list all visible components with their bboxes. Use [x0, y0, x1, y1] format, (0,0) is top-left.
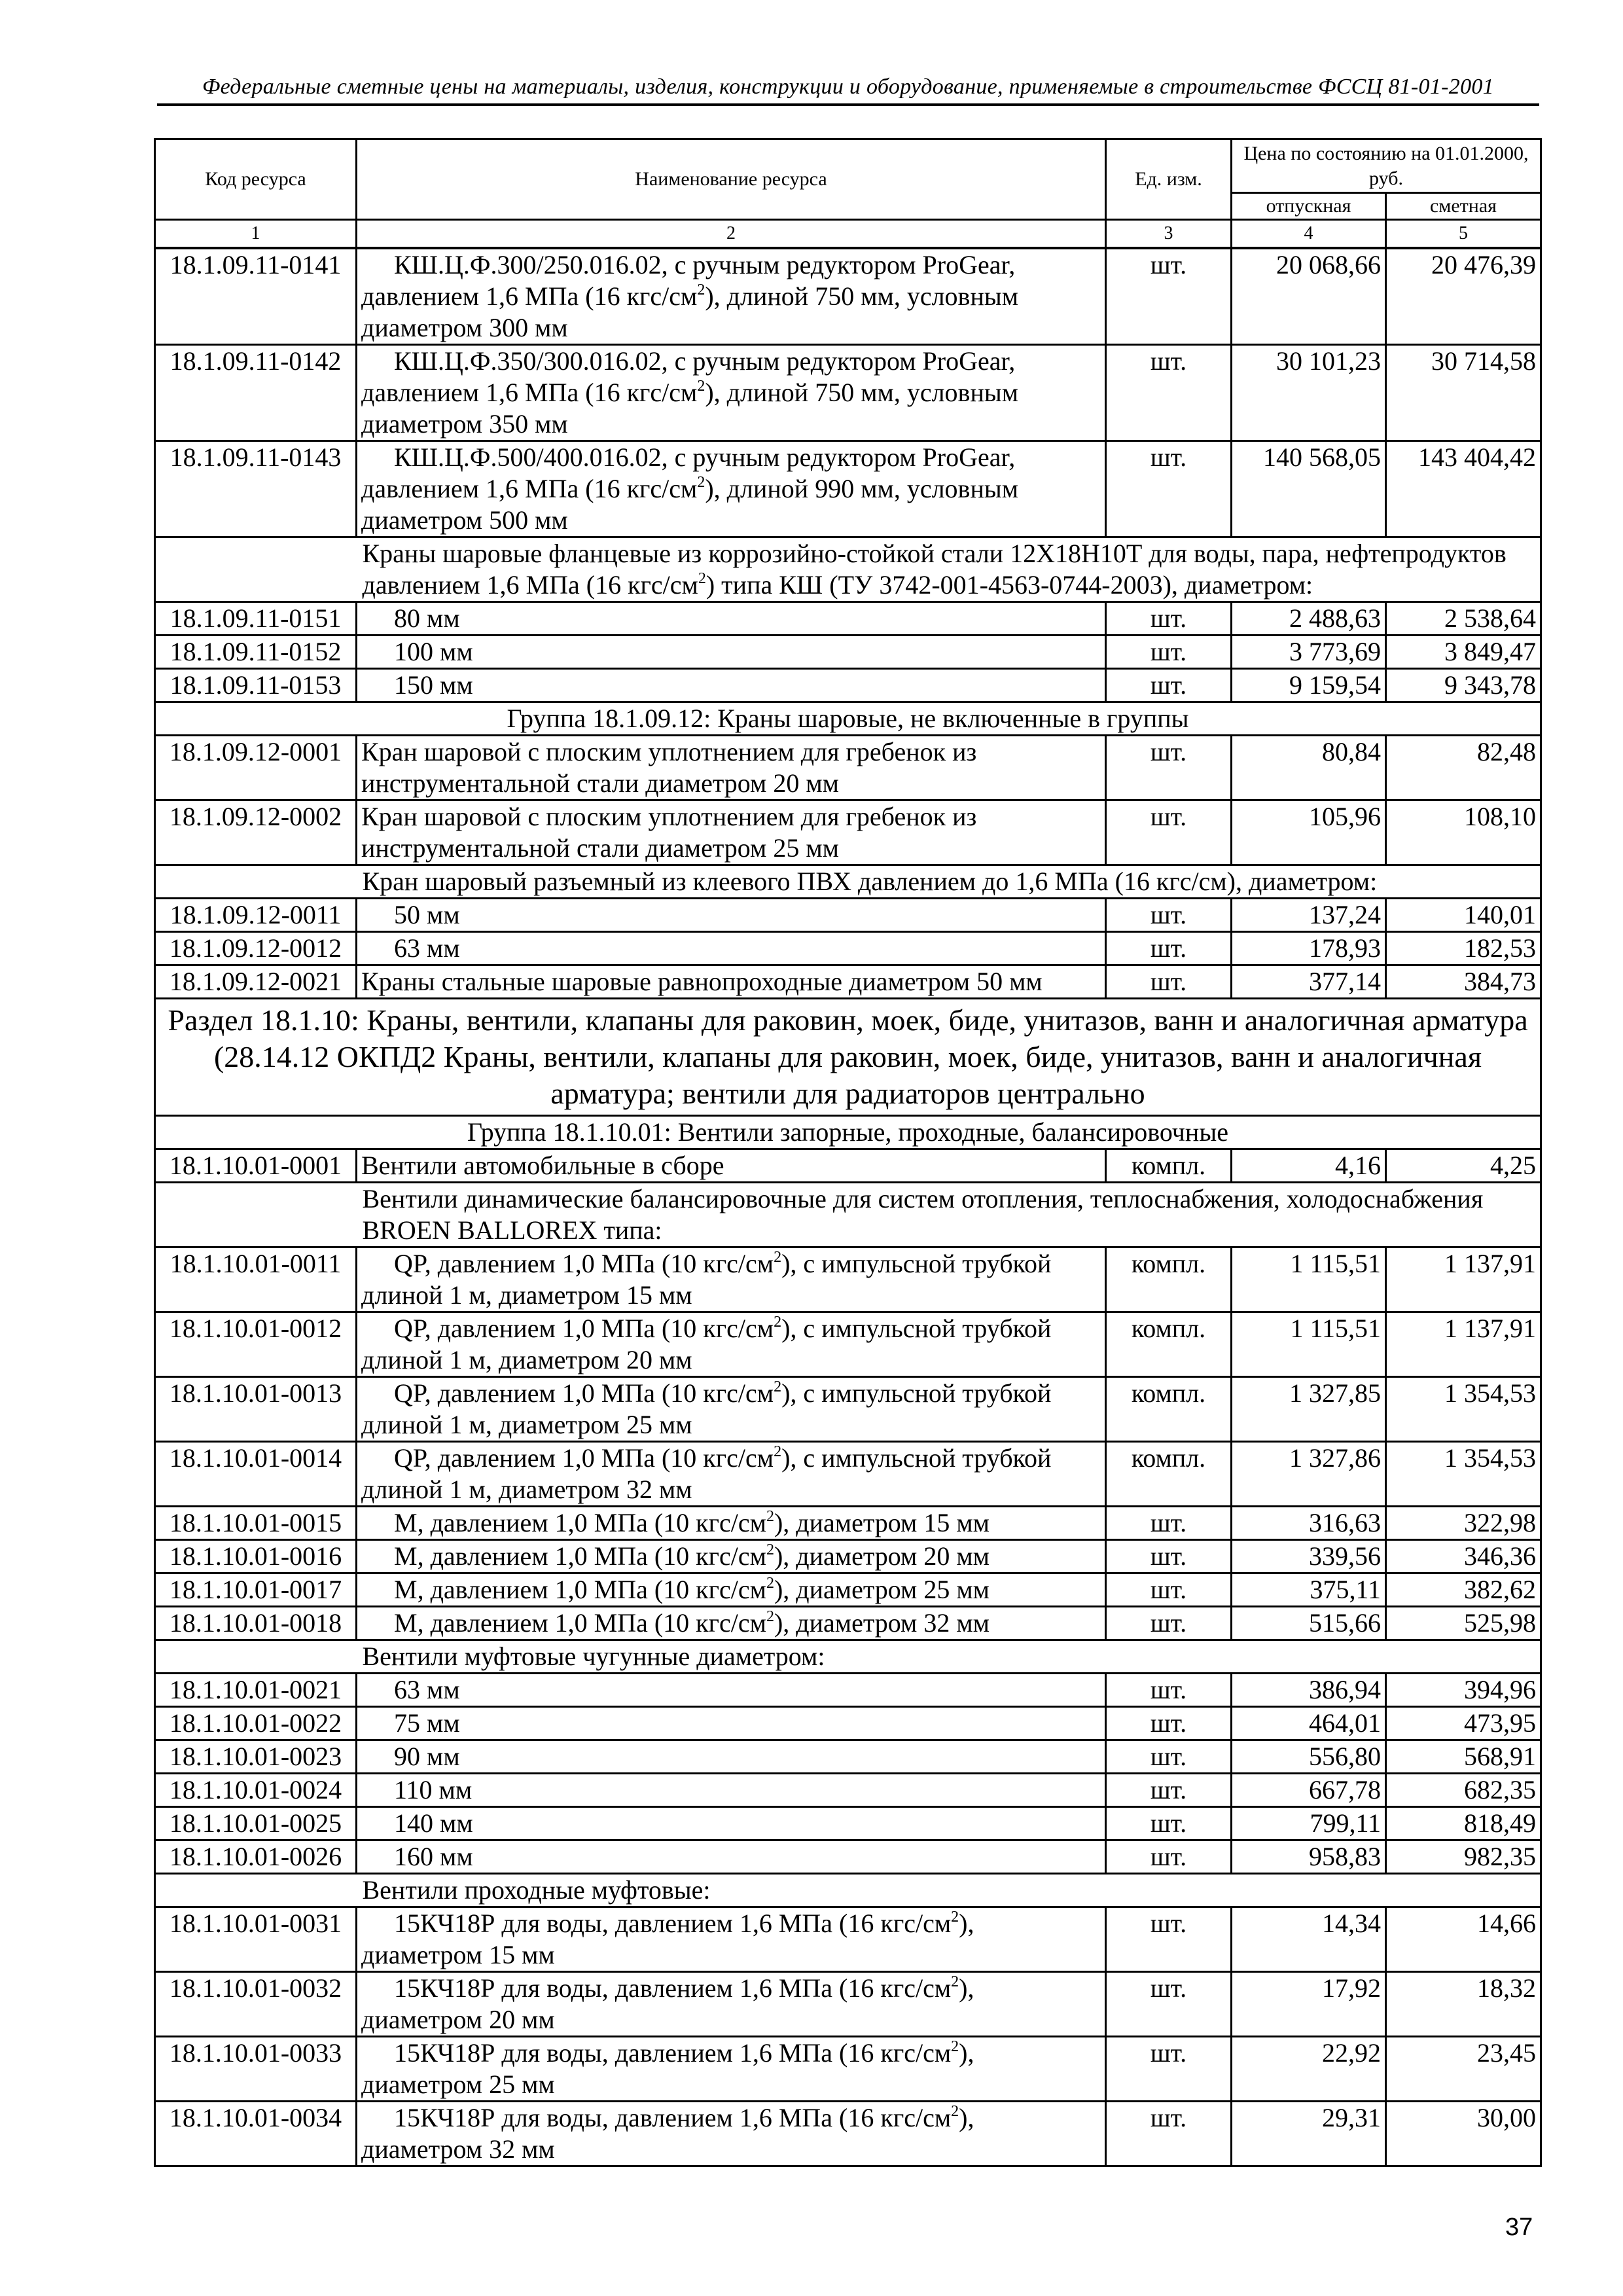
resource-name — [357, 248, 1106, 345]
unit: шт. — [1106, 345, 1232, 441]
unit: шт. — [1106, 1807, 1232, 1840]
estimate-price: 1 137,91 — [1386, 1247, 1541, 1312]
resource-code: 18.1.10.01-0033 — [155, 2037, 357, 2102]
release-price: 105,96 — [1232, 800, 1386, 865]
resource-name-text: QP, давлением 1,0 МПа (10 кгс/см — [394, 1314, 774, 1343]
resource-name-text: 50 мм — [394, 900, 460, 929]
table-row — [155, 1507, 1541, 1540]
resource-name-text-cont: ), длиной 750 мм, условным диаметром 350 мм — [361, 378, 1019, 439]
unit: шт. — [1106, 932, 1232, 965]
resource-name-text: 150 мм — [394, 670, 473, 700]
resource-code: 18.1.10.01-0014 — [155, 1442, 357, 1507]
resource-name-text-cont: ), диаметром 32 мм — [361, 2103, 974, 2164]
table-row — [155, 1573, 1541, 1607]
empty-code-cell — [155, 537, 357, 602]
estimate-price: 14,66 — [1386, 1907, 1541, 1972]
resource-name — [357, 669, 1106, 702]
table-row — [155, 2102, 1541, 2166]
superscript: 2 — [951, 2038, 959, 2055]
resource-name-text: КШ.Ц.Ф.300/250.016.02, с ручным редуктором ProGear, давлением 1,6 МПа (16 кгс/см — [361, 250, 1016, 311]
superscript: 2 — [774, 1378, 782, 1395]
subheading-row — [155, 1183, 1541, 1247]
release-price: 316,63 — [1232, 1507, 1386, 1540]
resource-name — [357, 2037, 1106, 2102]
resource-code: 18.1.09.12-0021 — [155, 965, 357, 999]
release-price: 667,78 — [1232, 1774, 1386, 1807]
table-row — [155, 1674, 1541, 1707]
resource-name — [357, 932, 1106, 965]
estimate-price: 30,00 — [1386, 2102, 1541, 2166]
header-name: Наименование ресурса — [357, 139, 1106, 220]
header-unit: Ед. изм. — [1106, 139, 1232, 220]
resource-name-text: QP, давлением 1,0 МПа (10 кгс/см — [394, 1443, 774, 1473]
column-number: 5 — [1386, 220, 1541, 249]
header-release-price: отпускная — [1232, 193, 1386, 220]
release-price: 958,83 — [1232, 1840, 1386, 1874]
resource-name-text-cont: ), с импульсной трубкой длиной 1 м, диаметром 25 мм — [361, 1378, 1052, 1439]
running-header: Федеральные сметные цены на материалы, изделия, конструкции и оборудование, применяемые в строительстве ФССЦ 81-01-2001 — [202, 75, 1494, 99]
estimate-price: 18,32 — [1386, 1972, 1541, 2037]
resource-code: 18.1.10.01-0026 — [155, 1840, 357, 1874]
estimate-price: 143 404,42 — [1386, 441, 1541, 537]
column-number: 2 — [357, 220, 1106, 249]
resource-name — [357, 1740, 1106, 1774]
unit: шт. — [1106, 1607, 1232, 1640]
resource-name — [357, 1149, 1106, 1183]
resource-name-text: КШ.Ц.Ф.350/300.016.02, с ручным редуктором ProGear, давлением 1,6 МПа (16 кгс/см — [361, 346, 1016, 407]
empty-code-cell — [155, 1640, 357, 1674]
resource-name-text: Краны стальные шаровые равнопроходные диаметром 50 мм — [361, 967, 1043, 996]
subheading-row — [155, 865, 1541, 899]
resource-code: 18.1.10.01-0031 — [155, 1907, 357, 1972]
resource-name-text: М, давлением 1,0 МПа (10 кгс/см — [394, 1608, 766, 1638]
resource-name — [357, 1573, 1106, 1607]
resource-name-text: 110 мм — [394, 1775, 473, 1804]
resource-name — [357, 1507, 1106, 1540]
table-row — [155, 965, 1541, 999]
price-table — [154, 138, 1542, 2167]
table-row — [155, 1149, 1541, 1183]
release-price: 14,34 — [1232, 1907, 1386, 1972]
subheading-row — [155, 537, 1541, 602]
resource-name-text: 63 мм — [394, 933, 460, 963]
resource-name — [357, 1840, 1106, 1874]
resource-code: 18.1.09.11-0153 — [155, 669, 357, 702]
resource-name-text: QP, давлением 1,0 МПа (10 кгс/см — [394, 1378, 774, 1408]
estimate-price: 23,45 — [1386, 2037, 1541, 2102]
superscript: 2 — [766, 1508, 774, 1525]
estimate-price: 82,48 — [1386, 736, 1541, 800]
unit: шт. — [1106, 248, 1232, 345]
estimate-price: 140,01 — [1386, 899, 1541, 932]
table-row — [155, 1442, 1541, 1507]
resource-name — [357, 1972, 1106, 2037]
resource-name-text: Кран шаровой с плоским уплотнением для гребенок из инструментальной стали диаметром 20 мм — [361, 737, 977, 798]
resource-code: 18.1.10.01-0012 — [155, 1312, 357, 1377]
resource-name — [357, 1540, 1106, 1573]
unit: шт. — [1106, 965, 1232, 999]
resource-name — [357, 1807, 1106, 1840]
resource-name-text: 15КЧ18Р для воды, давлением 1,6 МПа (16 кгс/см — [394, 2038, 952, 2068]
estimate-price: 682,35 — [1386, 1774, 1541, 1807]
estimate-price: 473,95 — [1386, 1707, 1541, 1740]
unit: компл. — [1106, 1442, 1232, 1507]
resource-name — [357, 1907, 1106, 1972]
subheading-text: Кран шаровый разъемный из клеевого ПВХ давлением до 1,6 МПа (16 кгс/см), диаметром: — [362, 867, 1378, 896]
column-number: 1 — [155, 220, 357, 249]
unit: шт. — [1106, 899, 1232, 932]
resource-code: 18.1.09.11-0151 — [155, 602, 357, 636]
estimate-price: 346,36 — [1386, 1540, 1541, 1573]
table-row — [155, 345, 1541, 441]
resource-code: 18.1.09.11-0152 — [155, 636, 357, 669]
resource-name-text: М, давлением 1,0 МПа (10 кгс/см — [394, 1508, 766, 1537]
release-price: 339,56 — [1232, 1540, 1386, 1573]
resource-code: 18.1.10.01-0018 — [155, 1607, 357, 1640]
resource-name-text: Вентили автомобильные в сборе — [361, 1151, 724, 1180]
resource-code: 18.1.09.12-0011 — [155, 899, 357, 932]
resource-code: 18.1.09.12-0001 — [155, 736, 357, 800]
table-row — [155, 1607, 1541, 1640]
page-number: 37 — [1505, 2214, 1533, 2241]
resource-code: 18.1.10.01-0001 — [155, 1149, 357, 1183]
release-price: 140 568,05 — [1232, 441, 1386, 537]
superscript: 2 — [766, 1608, 774, 1625]
unit: шт. — [1106, 636, 1232, 669]
estimate-price: 982,35 — [1386, 1840, 1541, 1874]
subheading-text: Вентили муфтовые чугунные диаметром: — [362, 1641, 825, 1671]
group-row — [155, 702, 1541, 736]
estimate-price: 394,96 — [1386, 1674, 1541, 1707]
estimate-price: 525,98 — [1386, 1607, 1541, 1640]
resource-name-text-cont: ), длиной 750 мм, условным диаметром 300 мм — [361, 281, 1019, 342]
resource-name — [357, 1247, 1106, 1312]
unit: шт. — [1106, 1972, 1232, 2037]
estimate-price: 1 354,53 — [1386, 1442, 1541, 1507]
release-price: 9 159,54 — [1232, 669, 1386, 702]
resource-name-text-cont: ), диаметром 15 мм — [774, 1508, 990, 1537]
resource-code: 18.1.10.01-0032 — [155, 1972, 357, 2037]
table-row — [155, 1840, 1541, 1874]
unit: шт. — [1106, 441, 1232, 537]
subheading-text: Вентили динамические балансировочные для систем отопления, теплоснабжения, холодоснабжения BROEN BALLOREX типа: — [362, 1184, 1484, 1245]
unit: шт. — [1106, 800, 1232, 865]
release-price: 556,80 — [1232, 1740, 1386, 1774]
resource-name — [357, 636, 1106, 669]
estimate-price: 1 354,53 — [1386, 1377, 1541, 1442]
resource-name — [357, 441, 1106, 537]
resource-name-text-cont: ), диаметром 15 мм — [361, 1909, 974, 1969]
release-price: 80,84 — [1232, 736, 1386, 800]
resource-code: 18.1.10.01-0013 — [155, 1377, 357, 1442]
resource-name-text: М, давлением 1,0 МПа (10 кгс/см — [394, 1541, 766, 1571]
resource-name — [357, 1312, 1106, 1377]
superscript: 2 — [774, 1443, 782, 1460]
estimate-price: 9 343,78 — [1386, 669, 1541, 702]
subheading-text: Краны шаровые фланцевые из коррозийно-стойкой стали 12Х18Н10Т для воды, пара, нефтепродуктов давлением 1,6 МПа (16 кгс/см — [362, 539, 1507, 600]
header-estimate-price: сметная — [1386, 193, 1541, 220]
empty-code-cell — [155, 1183, 357, 1247]
resource-code: 18.1.09.12-0002 — [155, 800, 357, 865]
table-row — [155, 1247, 1541, 1312]
table-row — [155, 1807, 1541, 1840]
unit: шт. — [1106, 1540, 1232, 1573]
release-price: 799,11 — [1232, 1807, 1386, 1840]
release-price: 2 488,63 — [1232, 602, 1386, 636]
resource-name — [357, 1607, 1106, 1640]
empty-code-cell — [155, 1874, 357, 1907]
table-row — [155, 669, 1541, 702]
resource-code: 18.1.10.01-0023 — [155, 1740, 357, 1774]
resource-name-text-cont: ), диаметром 25 мм — [774, 1575, 990, 1604]
header-rule — [157, 103, 1539, 106]
estimate-price: 382,62 — [1386, 1573, 1541, 1607]
resource-name-text: 15КЧ18Р для воды, давлением 1,6 МПа (16 кгс/см — [394, 1973, 952, 2003]
section-row — [155, 999, 1541, 1116]
resource-name — [357, 1377, 1106, 1442]
release-price: 515,66 — [1232, 1607, 1386, 1640]
release-price: 1 115,51 — [1232, 1312, 1386, 1377]
resource-code: 18.1.10.01-0034 — [155, 2102, 357, 2166]
resource-name — [357, 345, 1106, 441]
unit: шт. — [1106, 1507, 1232, 1540]
unit: шт. — [1106, 1740, 1232, 1774]
superscript: 2 — [951, 1909, 959, 1926]
subheading-text-cont: ) типа КШ (ТУ 3742-001-4563-0744-2003), диаметром: — [705, 570, 1313, 600]
subheading — [357, 537, 1541, 602]
resource-code: 18.1.10.01-0022 — [155, 1707, 357, 1740]
resource-name-text: 15КЧ18Р для воды, давлением 1,6 МПа (16 кгс/см — [394, 1909, 952, 1938]
release-price: 30 101,23 — [1232, 345, 1386, 441]
unit: шт. — [1106, 1674, 1232, 1707]
resource-name-text: Кран шаровой с плоским уплотнением для гребенок из инструментальной стали диаметром 25 мм — [361, 802, 977, 863]
release-price: 386,94 — [1232, 1674, 1386, 1707]
table-row — [155, 2037, 1541, 2102]
resource-name-text: 160 мм — [394, 1842, 473, 1871]
resource-name — [357, 899, 1106, 932]
estimate-price: 3 849,47 — [1386, 636, 1541, 669]
release-price: 20 068,66 — [1232, 248, 1386, 345]
release-price: 178,93 — [1232, 932, 1386, 965]
estimate-price: 2 538,64 — [1386, 602, 1541, 636]
resource-code: 18.1.10.01-0021 — [155, 1674, 357, 1707]
unit: шт. — [1106, 2102, 1232, 2166]
resource-name-text: 140 мм — [394, 1808, 473, 1838]
superscript: 2 — [697, 281, 705, 298]
resource-name — [357, 965, 1106, 999]
resource-name-text-cont: ), с импульсной трубкой длиной 1 м, диаметром 15 мм — [361, 1249, 1052, 1310]
estimate-price: 322,98 — [1386, 1507, 1541, 1540]
resource-name-text: 75 мм — [394, 1708, 460, 1738]
table-row — [155, 932, 1541, 965]
resource-name-text: 100 мм — [394, 637, 473, 666]
resource-name-text-cont: ), диаметром 32 мм — [774, 1608, 990, 1638]
unit: шт. — [1106, 1774, 1232, 1807]
table-row — [155, 1312, 1541, 1377]
superscript: 2 — [951, 1973, 959, 1990]
subheading — [357, 1874, 1541, 1907]
release-price: 1 327,86 — [1232, 1442, 1386, 1507]
resource-name — [357, 800, 1106, 865]
release-price: 137,24 — [1232, 899, 1386, 932]
unit: компл. — [1106, 1149, 1232, 1183]
group-title: Группа 18.1.09.12: Краны шаровые, не включенные в группы — [155, 702, 1541, 736]
resource-code: 18.1.10.01-0016 — [155, 1540, 357, 1573]
release-price: 1 327,85 — [1232, 1377, 1386, 1442]
resource-code: 18.1.09.12-0012 — [155, 932, 357, 965]
empty-code-cell — [155, 865, 357, 899]
subheading — [357, 1640, 1541, 1674]
superscript: 2 — [698, 570, 706, 587]
estimate-price: 108,10 — [1386, 800, 1541, 865]
superscript: 2 — [951, 2103, 959, 2120]
resource-name-text-cont: ), длиной 990 мм, условным диаметром 500 мм — [361, 474, 1019, 535]
resource-name-text: КШ.Ц.Ф.500/400.016.02, с ручным редуктором ProGear, давлением 1,6 МПа (16 кгс/см — [361, 442, 1016, 503]
release-price: 17,92 — [1232, 1972, 1386, 2037]
resource-code: 18.1.10.01-0011 — [155, 1247, 357, 1312]
resource-name-text: QP, давлением 1,0 МПа (10 кгс/см — [394, 1249, 774, 1278]
table-row — [155, 1707, 1541, 1740]
subheading — [357, 865, 1541, 899]
subheading-text: Вентили проходные муфтовые: — [362, 1875, 711, 1905]
estimate-price: 182,53 — [1386, 932, 1541, 965]
unit: шт. — [1106, 1707, 1232, 1740]
resource-name — [357, 1774, 1106, 1807]
release-price: 4,16 — [1232, 1149, 1386, 1183]
unit: шт. — [1106, 2037, 1232, 2102]
release-price: 377,14 — [1232, 965, 1386, 999]
unit: компл. — [1106, 1247, 1232, 1312]
release-price: 1 115,51 — [1232, 1247, 1386, 1312]
table-row — [155, 1972, 1541, 2037]
unit: компл. — [1106, 1312, 1232, 1377]
resource-name — [357, 736, 1106, 800]
resource-code: 18.1.10.01-0017 — [155, 1573, 357, 1607]
estimate-price: 30 714,58 — [1386, 345, 1541, 441]
column-number: 3 — [1106, 220, 1232, 249]
resource-name — [357, 1707, 1106, 1740]
resource-name-text: 80 мм — [394, 603, 460, 633]
subheading — [357, 1183, 1541, 1247]
superscript: 2 — [774, 1249, 782, 1266]
resource-name-text: М, давлением 1,0 МПа (10 кгс/см — [394, 1575, 766, 1604]
superscript: 2 — [697, 378, 705, 395]
subheading-row — [155, 1874, 1541, 1907]
table-row — [155, 602, 1541, 636]
resource-code: 18.1.09.11-0142 — [155, 345, 357, 441]
resource-name-text: 90 мм — [394, 1742, 460, 1771]
header-price-group: Цена по состоянию на 01.01.2000, руб. — [1232, 139, 1541, 193]
unit: шт. — [1106, 736, 1232, 800]
unit: шт. — [1106, 1907, 1232, 1972]
estimate-price: 4,25 — [1386, 1149, 1541, 1183]
superscript: 2 — [697, 474, 705, 491]
release-price: 375,11 — [1232, 1573, 1386, 1607]
table-row — [155, 899, 1541, 932]
resource-name-text-cont: ), с импульсной трубкой длиной 1 м, диаметром 32 мм — [361, 1443, 1052, 1504]
unit: шт. — [1106, 602, 1232, 636]
table-row — [155, 1377, 1541, 1442]
release-price: 29,31 — [1232, 2102, 1386, 2166]
resource-name-text-cont: ), диаметром 20 мм — [774, 1541, 990, 1571]
subheading-row — [155, 1640, 1541, 1674]
resource-code: 18.1.10.01-0015 — [155, 1507, 357, 1540]
release-price: 464,01 — [1232, 1707, 1386, 1740]
group-row — [155, 1116, 1541, 1149]
superscript: 2 — [766, 1575, 774, 1592]
estimate-price: 1 137,91 — [1386, 1312, 1541, 1377]
table-row — [155, 800, 1541, 865]
table-row — [155, 1774, 1541, 1807]
table-row — [155, 1540, 1541, 1573]
table-row — [155, 636, 1541, 669]
estimate-price: 20 476,39 — [1386, 248, 1541, 345]
column-numbers-row — [155, 220, 1541, 249]
unit: шт. — [1106, 1573, 1232, 1607]
superscript: 2 — [774, 1314, 782, 1331]
table-row — [155, 736, 1541, 800]
table-row — [155, 248, 1541, 345]
table-body — [155, 220, 1541, 2166]
table-row — [155, 1740, 1541, 1774]
resource-code: 18.1.09.11-0143 — [155, 441, 357, 537]
resource-name-text: 63 мм — [394, 1675, 460, 1704]
resource-name-text-cont: ), с импульсной трубкой длиной 1 м, диаметром 20 мм — [361, 1314, 1052, 1374]
resource-code: 18.1.10.01-0024 — [155, 1774, 357, 1807]
group-title: Группа 18.1.10.01: Вентили запорные, проходные, балансировочные — [155, 1116, 1541, 1149]
resource-name — [357, 1674, 1106, 1707]
resource-name-text-cont: ), диаметром 25 мм — [361, 2038, 974, 2099]
resource-name — [357, 1442, 1106, 1507]
resource-code: 18.1.09.11-0141 — [155, 248, 357, 345]
estimate-price: 568,91 — [1386, 1740, 1541, 1774]
column-number: 4 — [1232, 220, 1386, 249]
unit: шт. — [1106, 1840, 1232, 1874]
unit: шт. — [1106, 669, 1232, 702]
resource-name — [357, 2102, 1106, 2166]
resource-code: 18.1.10.01-0025 — [155, 1807, 357, 1840]
table-row — [155, 1907, 1541, 1972]
resource-name-text-cont: ), диаметром 20 мм — [361, 1973, 974, 2034]
resource-name — [357, 602, 1106, 636]
superscript: 2 — [766, 1541, 774, 1558]
release-price: 22,92 — [1232, 2037, 1386, 2102]
header-code: Код ресурса — [155, 139, 357, 220]
resource-name-text: 15КЧ18Р для воды, давлением 1,6 МПа (16 кгс/см — [394, 2103, 952, 2132]
table-row — [155, 441, 1541, 537]
estimate-price: 384,73 — [1386, 965, 1541, 999]
release-price: 3 773,69 — [1232, 636, 1386, 669]
estimate-price: 818,49 — [1386, 1807, 1541, 1840]
section-title: Раздел 18.1.10: Краны, вентили, клапаны для раковин, моек, биде, унитазов, ванн и аналогичная арматура (28.14.12 ОКПД2 Краны, вентили, клапаны для раковин, моек, биде, унитазов, ванн и аналогичная арматура; вентили для радиаторов центрально — [155, 999, 1541, 1116]
unit: компл. — [1106, 1377, 1232, 1442]
